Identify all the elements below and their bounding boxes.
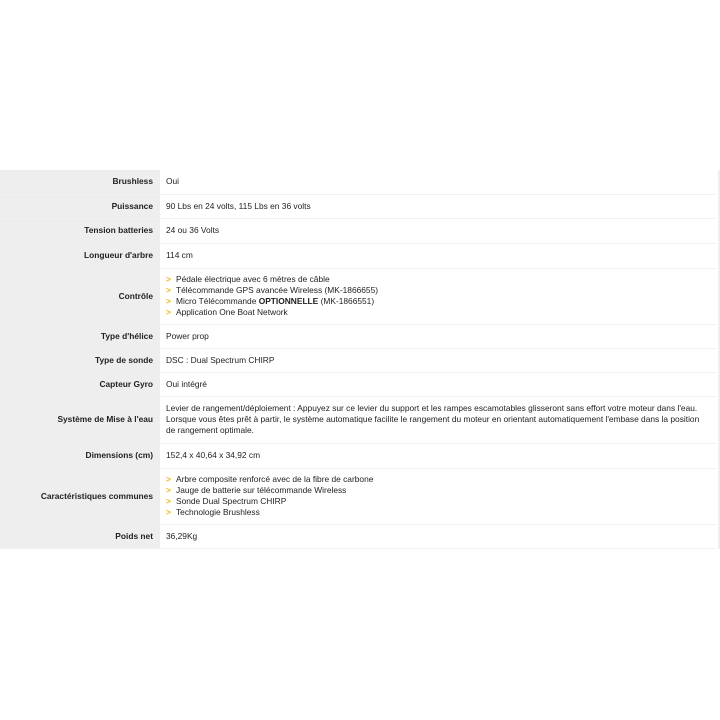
spec-row-helice <box>0 324 716 348</box>
spec-label: Type d'hélice <box>0 324 160 348</box>
spec-row-longueur <box>0 243 716 268</box>
spec-label: Dimensions (cm) <box>0 443 160 468</box>
spec-row-controle <box>0 268 716 324</box>
list-item: > Micro Télécommande OPTIONNELLE (MK-1866551) <box>166 296 375 306</box>
list-item: > Pédale électrique avec 6 mètres de câble <box>166 274 330 284</box>
spec-row-puissance <box>0 194 716 218</box>
spec-label: Type de sonde <box>0 348 160 372</box>
spec-label: Capteur Gyro <box>0 372 160 396</box>
spec-label: Système de Mise à l'eau <box>0 396 160 443</box>
chevron-right-icon: > <box>166 307 171 317</box>
spec-value: 36,29Kg <box>160 524 716 548</box>
controle-list <box>166 274 710 318</box>
chevron-right-icon: > <box>166 285 171 295</box>
spec-label: Tension batteries <box>0 218 160 243</box>
spec-label: Contrôle <box>0 268 160 324</box>
caracteristiques-list <box>166 474 710 518</box>
spec-value: 24 ou 36 Volts <box>160 218 716 243</box>
spec-value: 152,4 x 40,64 x 34,92 cm <box>160 443 716 468</box>
spec-value: Power prop <box>160 324 716 348</box>
chevron-right-icon: > <box>166 485 171 495</box>
list-item: > Télécommande GPS avancée Wireless (MK-1866655) <box>166 285 379 295</box>
spec-row-tension <box>0 218 716 243</box>
list-item: > Application One Boat Network <box>166 307 288 317</box>
spec-label: Puissance <box>0 194 160 218</box>
spec-table <box>0 170 716 549</box>
chevron-right-icon: > <box>166 496 171 506</box>
spec-row-poids <box>0 524 716 548</box>
spec-table-wrapper <box>0 170 720 549</box>
spec-label: Poids net <box>0 524 160 548</box>
spec-value: 90 Lbs en 24 volts, 115 Lbs en 36 volts <box>160 194 716 218</box>
chevron-right-icon: > <box>166 274 171 284</box>
spec-value <box>160 468 716 524</box>
list-item: > Technologie Brushless <box>166 507 260 517</box>
spec-row-dimensions <box>0 443 716 468</box>
spec-label: Caractéristiques communes <box>0 468 160 524</box>
chevron-right-icon: > <box>166 296 171 306</box>
spec-row-brushless <box>0 170 716 194</box>
spec-value: Oui <box>160 170 716 194</box>
list-item: > Arbre composite renforcé avec de la fibre de carbone <box>166 474 374 484</box>
spec-label: Brushless <box>0 170 160 194</box>
list-item: > Jauge de batterie sur télécommande Wireless <box>166 485 347 495</box>
spec-value: Levier de rangement/déploiement : Appuyez sur ce levier du support et les rampes escamotables glisseront sans effort votre moteur dans l'eau. Lorsque vous êtes prêt à partir, le système automatique facilite le rangement du moteur en orientant automatiquement l'embase dans la position de rangement optimale. <box>160 396 716 443</box>
spec-value: 114 cm <box>160 243 716 268</box>
chevron-right-icon: > <box>166 474 171 484</box>
list-item: > Sonde Dual Spectrum CHIRP <box>166 496 287 506</box>
spec-row-caracteristiques <box>0 468 716 524</box>
spec-value: DSC : Dual Spectrum CHIRP <box>160 348 716 372</box>
spec-row-gyro <box>0 372 716 396</box>
optional-emphasis: OPTIONNELLE <box>258 296 319 306</box>
spec-value <box>160 268 716 324</box>
chevron-right-icon: > <box>166 507 171 517</box>
spec-label: Longueur d'arbre <box>0 243 160 268</box>
spec-row-sonde <box>0 348 716 372</box>
spec-value: Oui intégré <box>160 372 716 396</box>
spec-row-systeme <box>0 396 716 443</box>
